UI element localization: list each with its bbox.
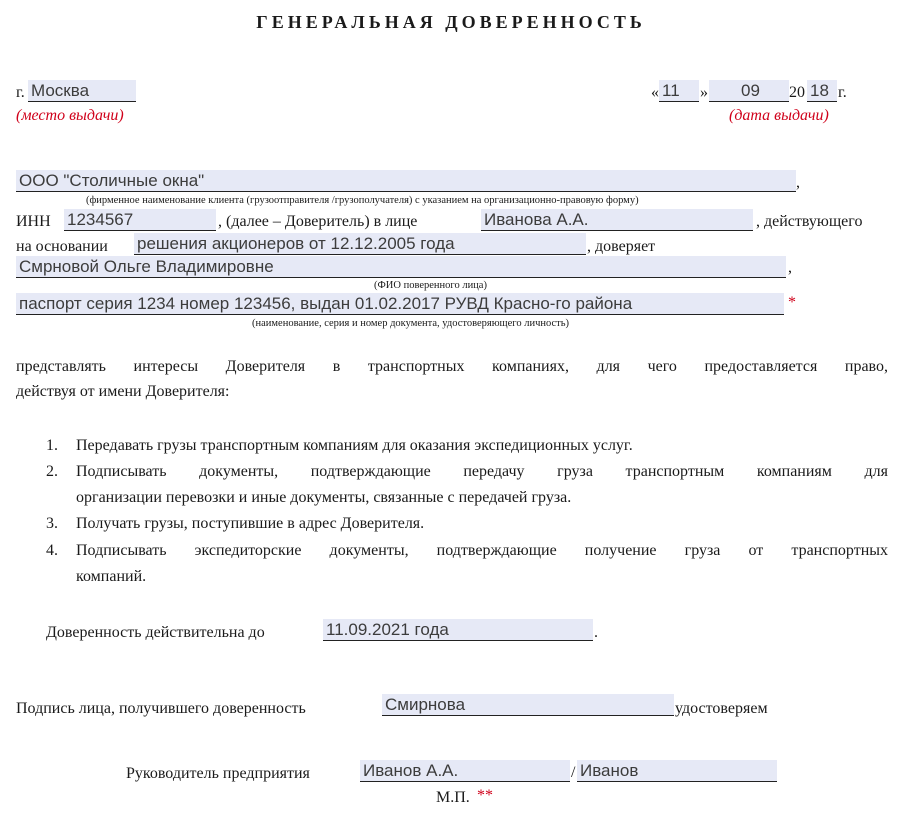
delegator-text: , (далее – Доверитель) в лице [218,213,418,230]
list-item-text-continued: компаний. [76,568,147,585]
list-item-text: Получать грузы, поступившие в адрес Доверителя. [76,515,425,532]
trusts-text: , доверяет [587,238,656,255]
company-name-field[interactable]: ООО "Столичные окна" [16,170,796,192]
representative-field[interactable]: Иванова А.А. [481,209,753,231]
city-prefix: г. [16,84,25,101]
passport-required-star: * [788,294,796,311]
signature-label: Подпись лица, получившего доверенность [16,700,306,717]
list-item-text: Подписывать экспедиторские документы, подтверждающие получение груза от транспортных [76,542,888,559]
stamp-required-stars: ** [477,787,493,804]
valid-until-dot: . [594,624,598,641]
signature-field[interactable]: Смирнова [382,694,674,716]
inn-field[interactable]: 1234567 [64,209,216,231]
basis-label: на основании [16,238,108,255]
list-item-text: Передавать грузы транспортным компаниям для оказания экспедиционных услуг. [76,437,633,454]
list-item-text-continued: организации перевозки и иные документы, связанные с передачей груза. [76,489,572,506]
date-hint: (дата выдачи) [729,107,829,124]
certify-text: удостоверяем [675,700,768,717]
head-slash: / [571,764,576,781]
list-item-number: 3. [46,515,58,532]
head-signature-field[interactable]: Иванов [577,760,777,782]
document-title: ГЕНЕРАЛЬНАЯ ДОВЕРЕННОСТЬ [256,12,646,32]
intro-line-1: представлять интересы Доверителя в транспортных компаниях, для чего предоставляется право, [16,358,888,375]
head-name-field[interactable]: Иванов А.А. [360,760,570,782]
list-item-number: 2. [46,463,58,480]
passport-hint: (наименование, серия и номер документа, удостоверяющего личность) [252,318,570,329]
valid-until-label: Доверенность действительна до [46,624,265,641]
acting-text: , действующего [756,213,863,230]
stamp-label: М.П. [436,789,470,806]
date-year-field[interactable]: 18 [807,80,837,102]
date-year-prefix: 20 [789,84,805,101]
list-item-text: Подписывать документы, подтверждающие передачу груза транспортным компаниям для [76,463,888,480]
head-label: Руководитель предприятия [126,765,310,782]
date-month-field[interactable]: 09 [709,80,789,102]
attorney-comma: , [788,259,792,276]
date-day-field[interactable]: 11 [659,80,699,102]
inn-label: ИНН [16,213,51,230]
attorney-name-field[interactable]: Смрновой Ольге Владимировне [16,256,786,278]
list-item-number: 4. [46,542,58,559]
list-item-number: 1. [46,437,58,454]
place-hint: (место выдачи) [16,107,124,124]
passport-field[interactable]: паспорт серия 1234 номер 123456, выдан 01.02.2017 РУВД Красно-го района [16,293,784,315]
valid-until-field[interactable]: 11.09.2021 года [323,619,593,641]
date-open-quote: « [651,84,659,101]
intro-line-2: действуя от имени Доверителя: [16,383,230,400]
city-field[interactable]: Москва [28,80,136,102]
date-suffix: г. [838,84,847,101]
date-close-quote: » [700,84,708,101]
company-comma: , [796,174,800,191]
attorney-hint: (ФИО поверенного лица) [374,280,487,291]
basis-field[interactable]: решения акционеров от 12.12.2005 года [134,233,586,255]
company-hint: (фирменное наименование клиента (грузоотправителя /грузополучателя) с указанием на организационно-правовую форму) [86,195,639,206]
